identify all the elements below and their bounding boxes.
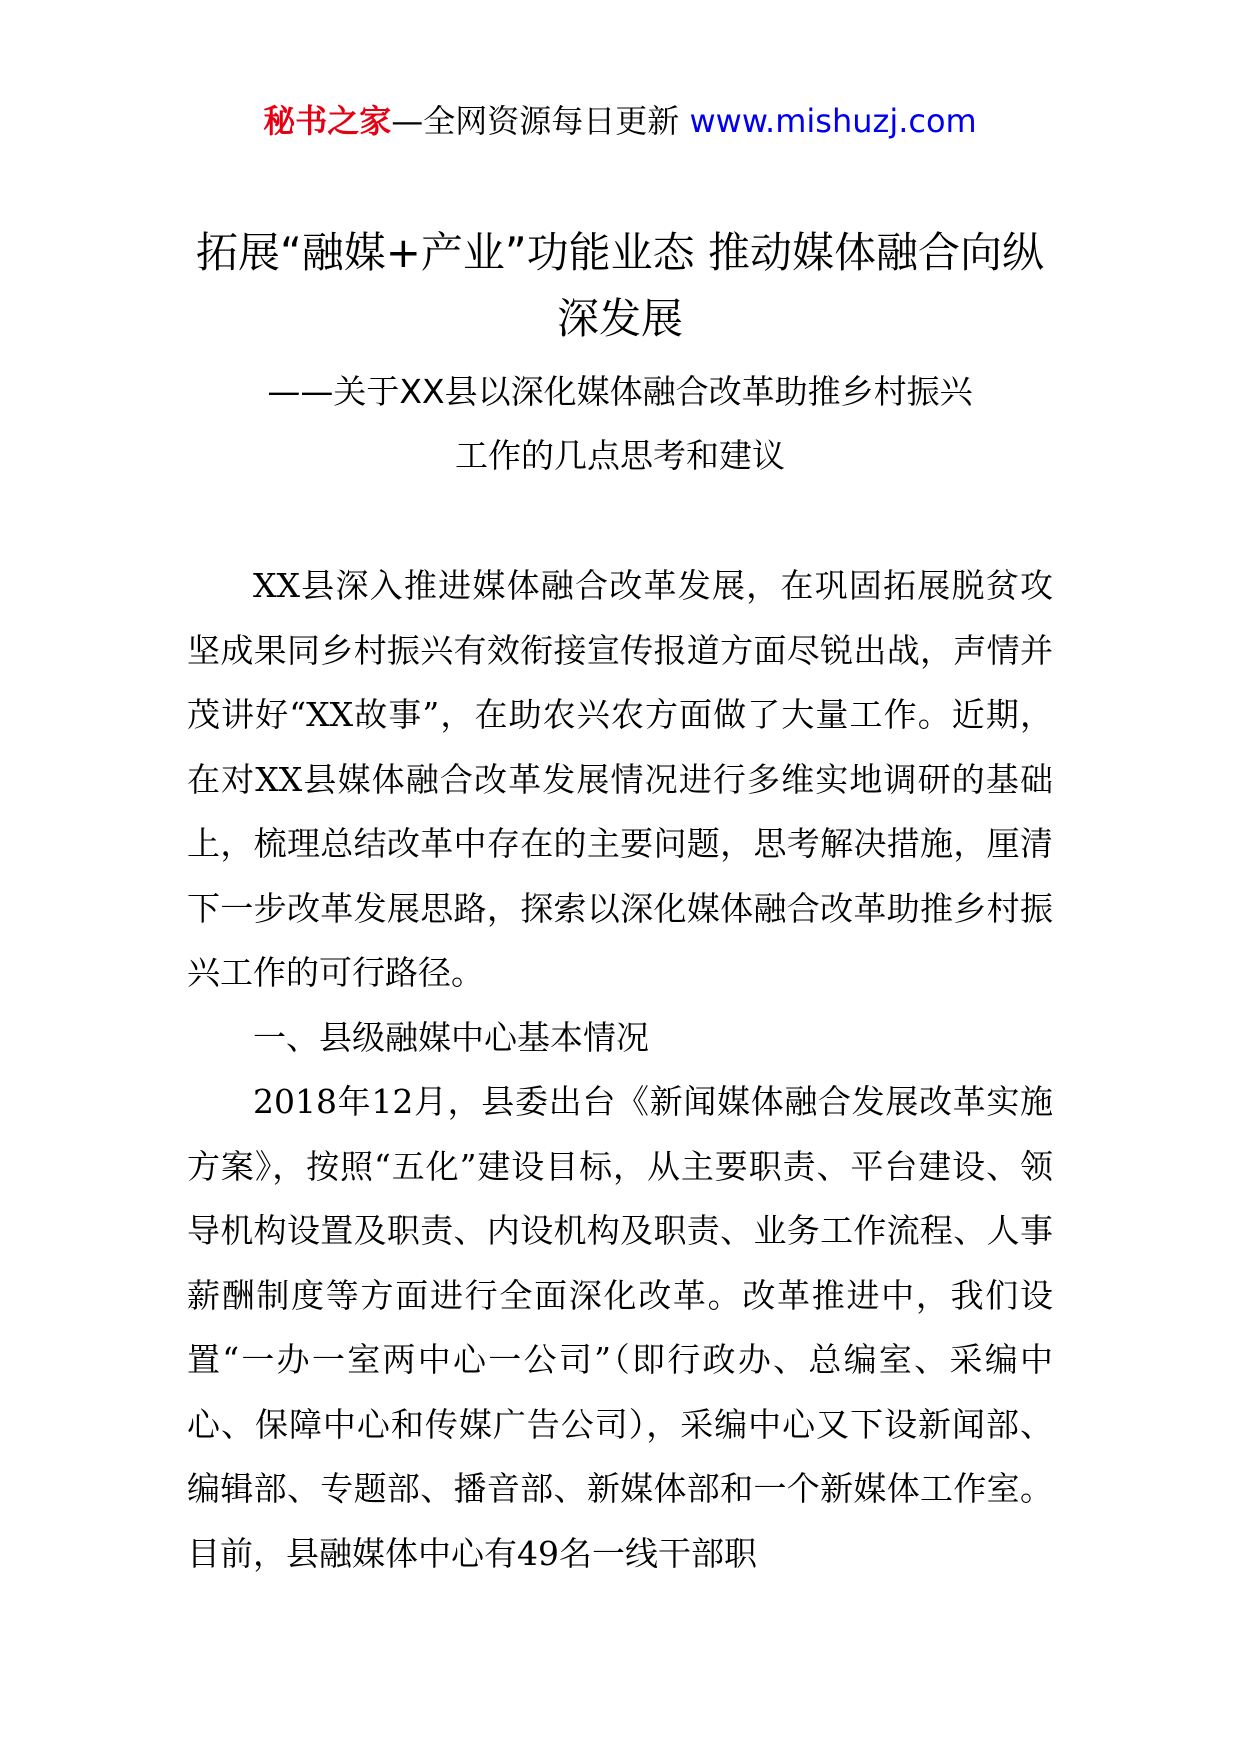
section-1-paragraph: 2018年12月，县委出台《新闻媒体融合发展改革实施方案》，按照“五化”建设目标，从主要职责、平台建设、领导机构设置及职责、内设机构及职责、业务工作流程、人事薪酬制度等方面进行全面深化改革。改革推进中，我们设置“一办一室两中心一公司”（即行政办、总编室、采编中心、保障中心和传媒广告公司），采编中心又下设新闻部、编辑部、专题部、播音部、新媒体部和一个新媒体工作室。目前，县融媒体中心有49名一线干部职 xyxy=(187,1082,1053,1573)
intro-paragraph: XX县深入推进媒体融合改革发展，在巩固拓展脱贫攻坚成果同乡村振兴有效衔接宣传报道方面尽锐出战，声情并茂讲好“XX故事”，在助农兴农方面做了大量工作。近期，在对XX县媒体融合改革发展情况进行多维实地调研的基础上，梳理总结改革中存在的主要问题，思考解决措施，厘清下一步改革发展思路，探索以深化媒体融合改革助推乡村振兴工作的可行路径。 xyxy=(187,566,1053,992)
site-slogan: —全网资源每日更新 xyxy=(391,102,680,140)
document-title: 拓展“融媒+产业”功能业态 推动媒体融合向纵深发展 xyxy=(195,228,1045,343)
subtitle-line-2: 工作的几点思考和建议 xyxy=(455,436,785,475)
site-url-link[interactable]: www.mishuzj.com xyxy=(689,102,977,140)
site-header xyxy=(0,98,1240,144)
document-body xyxy=(187,554,1053,1586)
subtitle-line-1: ——关于XX县以深化媒体融合改革助推乡村振兴 xyxy=(267,372,973,411)
brand-name: 秘书之家 xyxy=(263,102,392,140)
document-subtitle xyxy=(180,360,1060,488)
section-1-heading: 一、县级融媒中心基本情况 xyxy=(253,1017,649,1057)
